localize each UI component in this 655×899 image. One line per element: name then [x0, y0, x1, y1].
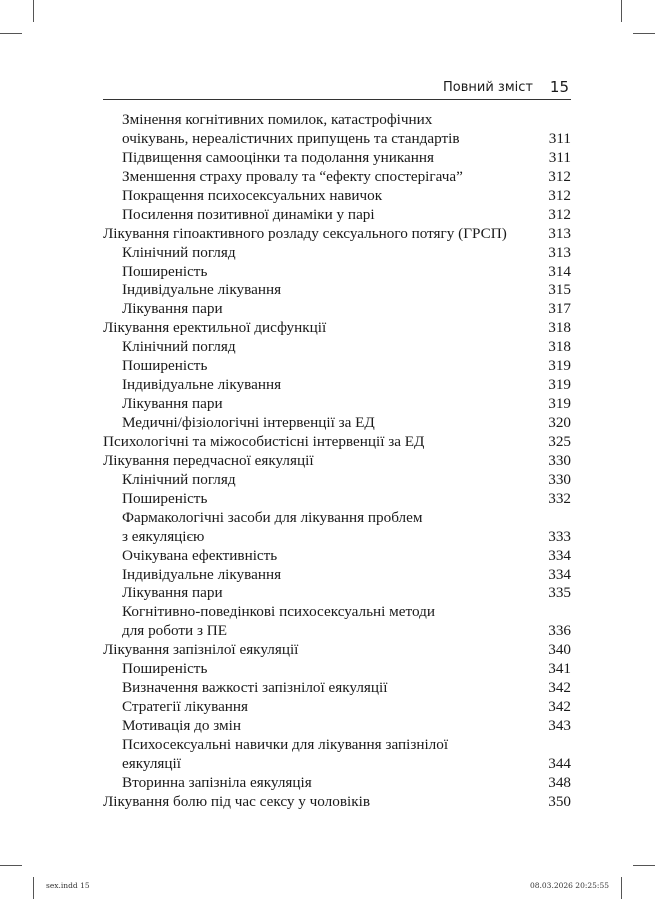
toc-entry [103, 755, 571, 774]
toc-entry-page: 333 [548, 527, 571, 545]
toc-entry-title: Покращення психосексуальних навичок [122, 186, 383, 204]
toc-entry-page: 340 [548, 641, 571, 659]
toc-entry-title: Індивідуальне лікування [122, 281, 282, 299]
toc-entry-page: 319 [548, 395, 571, 413]
toc-entry-page: 319 [548, 376, 571, 394]
toc-entry [103, 698, 571, 717]
toc-entry [103, 566, 571, 585]
toc-entry-title: Стратегії лікування [122, 698, 249, 716]
toc-entry-title: Змінення когнітивних помилок, катастрофічних [122, 111, 433, 128]
toc-entry-page: 314 [548, 262, 571, 280]
toc-entry [103, 717, 571, 736]
toc-entry-page: 335 [548, 584, 571, 602]
toc-entry-title: Індивідуальне лікування [122, 376, 282, 394]
toc-entry [103, 679, 571, 698]
toc-entry [103, 357, 571, 376]
toc-entry [103, 547, 571, 566]
toc-entry-page: 342 [548, 679, 571, 697]
toc-entry-page: 341 [548, 660, 571, 678]
toc-entry [103, 281, 571, 300]
toc-entry [103, 300, 571, 319]
toc-entry [103, 452, 571, 471]
toc-entry-title: Поширеність [122, 660, 208, 678]
table-of-contents [103, 111, 571, 812]
toc-entry-page: 311 [548, 129, 571, 147]
toc-entry [103, 622, 571, 641]
toc-entry-page: 332 [548, 489, 571, 507]
toc-entry-page: 330 [548, 451, 571, 469]
toc-entry [103, 660, 571, 679]
toc-entry-page: 319 [548, 357, 571, 375]
toc-entry [103, 395, 571, 414]
toc-entry [103, 130, 571, 149]
toc-entry-title: Очікувана ефективність [122, 546, 278, 564]
toc-entry-title: Лікування болю під час сексу у чоловіків [103, 792, 371, 810]
toc-entry [103, 319, 571, 338]
toc-entry-title: Підвищення самооцінки та подолання уникання [122, 148, 435, 166]
toc-entry-title: Клінічний погляд [122, 243, 236, 261]
toc-entry [103, 584, 571, 603]
crop-mark [33, 877, 34, 899]
toc-entry-title: Психологічні та міжособистісні інтервенції за ЕД [103, 432, 425, 450]
toc-entry-page: 312 [548, 167, 571, 185]
toc-entry-title: для роботи з ПЕ [122, 622, 227, 640]
toc-entry-page: 318 [548, 338, 571, 356]
toc-entry [103, 490, 571, 509]
footer-datetime: 08.03.2026 20:25:55 [529, 881, 609, 890]
footer-file: sex.indd 15 [46, 881, 90, 890]
crop-mark [0, 865, 22, 866]
toc-entry [103, 206, 571, 225]
toc-entry-title: Фармакологічні засоби для лікування проблем [122, 508, 423, 526]
toc-entry-page: 350 [548, 792, 571, 810]
toc-entry-title: Поширеність [122, 262, 208, 280]
toc-entry-page: 334 [548, 565, 571, 583]
toc-entry-page: 311 [548, 148, 571, 166]
toc-entry-title: Лікування запізнілої еякуляції [103, 641, 299, 659]
toc-entry-title: Лікування пари [122, 300, 223, 318]
toc-entry-title: Психосексуальні навички для лікування запізнілої [122, 735, 449, 753]
toc-entry-page: 313 [548, 243, 571, 261]
crop-mark [621, 877, 622, 899]
toc-entry-page: 312 [548, 205, 571, 223]
toc-entry-title: еякуляції [122, 754, 181, 772]
toc-entry-page: 312 [548, 186, 571, 204]
toc-entry-title: Лікування передчасної еякуляції [103, 451, 314, 469]
toc-entry [103, 187, 571, 206]
toc-entry-page: 348 [548, 773, 571, 791]
toc-entry-title: Лікування еректильної дисфункції [103, 319, 327, 337]
toc-entry [103, 433, 571, 452]
toc-entry-title: Клінічний погляд [122, 338, 236, 356]
toc-entry-page: 343 [548, 717, 571, 734]
toc-entry-title: Поширеність [122, 357, 208, 375]
toc-entry-page: 336 [548, 622, 571, 640]
toc-entry-page: 320 [548, 414, 571, 431]
toc-entry-title: Індивідуальне лікування [122, 565, 282, 583]
toc-entry [103, 263, 571, 282]
toc-entry-title: очікувань, нереалістичних припущень та стандартів [122, 129, 460, 147]
toc-entry [103, 641, 571, 660]
toc-entry [103, 111, 571, 130]
toc-entry [103, 376, 571, 395]
toc-entry-page: 330 [548, 470, 571, 488]
toc-entry-page: 342 [548, 698, 571, 716]
toc-entry [103, 793, 571, 812]
toc-entry-title: з еякуляцією [122, 527, 205, 545]
toc-entry [103, 603, 571, 622]
toc-entry [103, 244, 571, 263]
toc-entry-page: 313 [548, 224, 571, 242]
toc-entry [103, 471, 571, 490]
toc-entry-title: Медичні/фізіологічні інтервенції за ЕД [122, 414, 375, 431]
toc-entry-title: Лікування гіпоактивного розладу сексуального потягу (ГРСП) [103, 224, 507, 242]
toc-entry-title: Лікування пари [122, 584, 223, 602]
header-title: Повний зміст [443, 80, 533, 95]
toc-entry [103, 528, 571, 547]
toc-entry-title: Зменшення страху провалу та “ефекту спостерігача” [122, 167, 463, 185]
toc-entry-page: 344 [548, 754, 571, 772]
toc-entry [103, 225, 571, 244]
toc-entry-title: Посилення позитивної динаміки у парі [122, 205, 375, 223]
toc-entry-title: Вторинна запізніла еякуляція [122, 773, 312, 791]
running-header [103, 77, 571, 100]
toc-entry [103, 509, 571, 528]
header-page-number: 15 [549, 78, 569, 96]
crop-mark [33, 0, 34, 22]
toc-entry-page: 325 [548, 432, 571, 450]
toc-entry [103, 149, 571, 168]
toc-entry-page: 317 [548, 300, 571, 318]
toc-entry-title: Визначення важкості запізнілої еякуляції [122, 679, 388, 697]
toc-entry [103, 338, 571, 357]
crop-mark [0, 33, 22, 34]
crop-mark [621, 0, 622, 22]
toc-entry-title: Поширеність [122, 489, 208, 507]
toc-entry-page: 315 [548, 281, 571, 299]
toc-entry [103, 168, 571, 187]
toc-entry [103, 774, 571, 793]
crop-mark [633, 33, 655, 34]
toc-entry-title: Когнітивно-поведінкові психосексуальні методи [122, 603, 435, 621]
toc-entry [103, 414, 571, 433]
toc-entry-title: Мотивація до змін [122, 717, 241, 734]
toc-entry [103, 736, 571, 755]
toc-entry-title: Лікування пари [122, 395, 223, 413]
toc-entry-page: 318 [548, 319, 571, 337]
crop-mark [633, 865, 655, 866]
toc-entry-title: Клінічний погляд [122, 470, 236, 488]
toc-entry-page: 334 [548, 546, 571, 564]
